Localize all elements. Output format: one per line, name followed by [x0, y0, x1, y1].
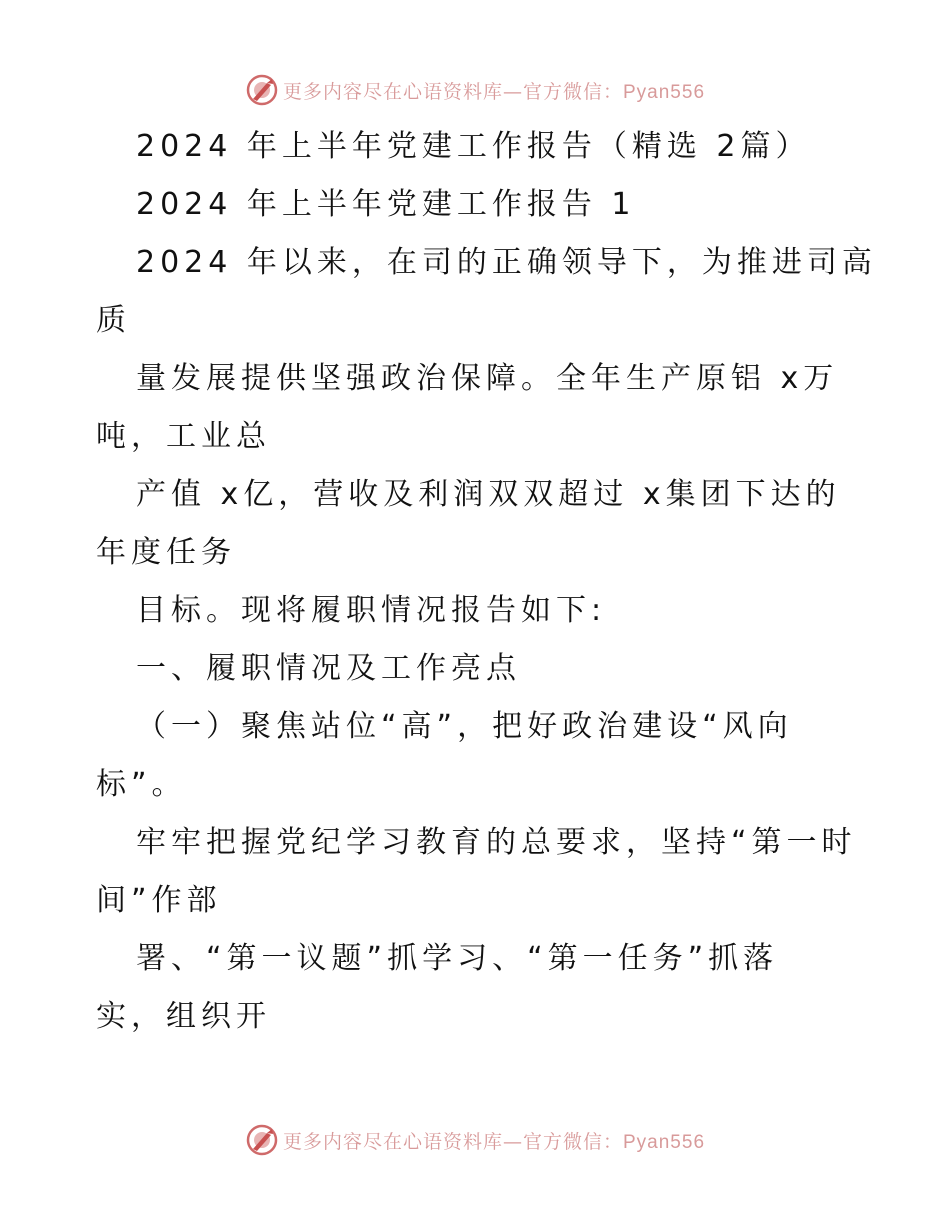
paragraph-line: 年度任务 [96, 535, 236, 570]
paragraph-line: 牢牢把握党纪学习教育的总要求，坚持“第一时 [136, 825, 857, 860]
paragraph-line: 目标。现将履职情况报告如下: [136, 593, 607, 628]
paragraph-line: 产值 x亿，营收及利润双双超过 x集团下达的 [136, 477, 841, 512]
paragraph-line: 间”作部 [96, 883, 222, 918]
watermark-wechat-id: Pyan556 [623, 1131, 706, 1153]
paragraph-line: 质 [96, 303, 131, 338]
heading-line: 一、履职情况及工作亮点 [136, 651, 521, 686]
subheading-line: 标”。 [96, 767, 187, 802]
watermark-text: 更多内容尽在心语资料库—官方微信：Pyan556 [282, 80, 706, 103]
watermark-wechat-id: Pyan556 [623, 81, 706, 103]
paragraph-line: 实，组织开 [96, 999, 271, 1034]
paragraph-line: 2024 年以来，在司的正确领导下，为推进司高 [136, 245, 877, 280]
paragraph-line: 署、“第一议题”抓学习、“第一任务”抓落 [136, 941, 779, 976]
paragraph-line: 吨，工业总 [96, 419, 271, 454]
watermark-logo-icon [245, 1123, 279, 1157]
document-body [96, 118, 877, 1046]
footer-watermark [0, 1120, 950, 1160]
watermark-text: 更多内容尽在心语资料库—官方微信：Pyan556 [282, 1130, 706, 1153]
paragraph-line: 量发展提供坚强政治保障。全年生产原铝 x万 [136, 361, 839, 396]
watermark-logo-icon [245, 73, 279, 107]
subheading-line: （一）聚焦站位“高”，把好政治建设“风向 [136, 709, 793, 744]
document-title: 2024 年上半年党建工作报告（精选 2篇） [136, 129, 811, 164]
header-watermark [0, 70, 950, 110]
section-title: 2024 年上半年党建工作报告 1 [136, 187, 636, 222]
